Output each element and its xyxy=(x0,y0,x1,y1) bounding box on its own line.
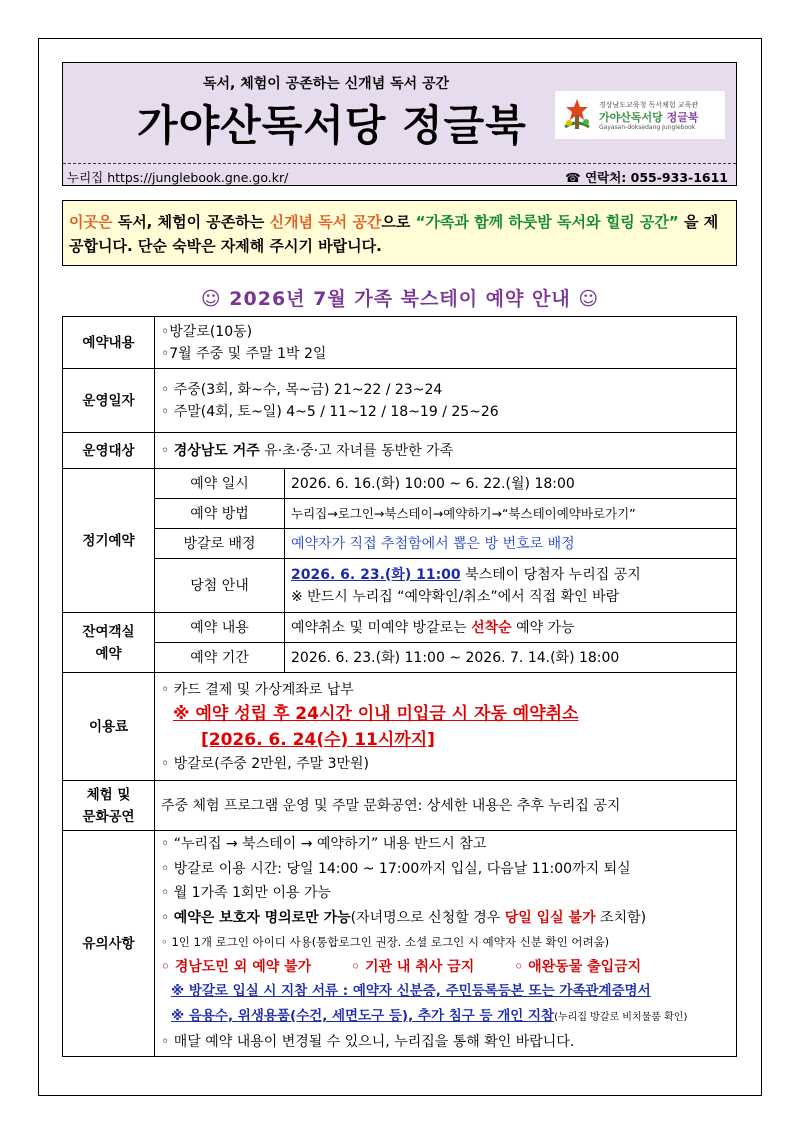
row-label: 유의사항 xyxy=(63,831,155,1057)
row-label: 잔여객실 예약 xyxy=(63,613,155,673)
row-value: 누리집→로그인→북스테이→예약하기→“북스테이예약바로가기” xyxy=(285,499,737,529)
page-title: 가야산독서당 정글북 xyxy=(137,101,527,150)
homepage-url[interactable]: 누리집 https://junglebook.gne.go.kr/ xyxy=(67,170,289,185)
table-row xyxy=(63,369,737,433)
notice-box: 이곳은 독서, 체험이 공존하는 신개념 독서 공간으로 “가족과 함께 하룻밤 독서와 힐링 공간” 을 제공합니다. 단순 숙박은 자제해 주시기 바랍니다. xyxy=(62,200,737,266)
table-row xyxy=(63,559,737,613)
row-value: ◦ 경상남도 거주 유·초·중·고 자녀를 동반한 가족 xyxy=(155,433,737,469)
header-subtitle: 독서, 체험이 공존하는 신개념 독서 공간 xyxy=(203,76,450,92)
row-value: ◦ 카드 결제 및 가상계좌로 납부 ※ 예약 성립 후 24시간 이내 미입금 시 자동 예약취소 [2026. 6. 24(수) 11시까지] ◦ 방갈로(주중 2만원, 주말 3만원) xyxy=(155,673,737,781)
logo-text-1: 경상남도교육청 독서체험 교육관 xyxy=(599,101,699,109)
row-value: ◦방갈로(10동) ◦7월 주중 및 주말 1박 2일 xyxy=(155,317,737,369)
table-row xyxy=(63,613,737,643)
row-value: ◦ 주중(3회, 화~수, 목~금) 21~22 / 23~24 ◦ 주말(4회, 토~일) 4~5 / 11~12 / 18~19 / 25~26 xyxy=(155,369,737,433)
row-sublabel: 예약 방법 xyxy=(155,499,285,529)
table-row xyxy=(63,529,737,559)
row-sublabel: 예약 일시 xyxy=(155,469,285,499)
table-row xyxy=(63,673,737,781)
section-heading: ☺ 2026년 7월 가족 북스테이 예약 안내 ☺ xyxy=(200,288,600,310)
table-row xyxy=(63,469,737,499)
table-row xyxy=(63,831,737,1057)
table-row xyxy=(63,781,737,831)
row-value: 예약자가 직접 추첨함에서 뽑은 방 번호로 배정 xyxy=(285,529,737,559)
table-row xyxy=(63,643,737,673)
row-value: 2026. 6. 23.(화) 11:00 북스테이 당첨자 누리집 공지 ※ 반드시 누리집 “예약확인/취소”에서 직접 확인 바람 xyxy=(285,559,737,613)
contact-number: ☎ 연락처: 055-933-1611 xyxy=(565,170,728,185)
row-sublabel: 당첨 안내 xyxy=(155,559,285,613)
row-sublabel: 예약 기간 xyxy=(155,643,285,673)
row-label: 체험 및 문화공연 xyxy=(63,781,155,831)
row-value: 2026. 6. 16.(화) 10:00 ~ 6. 22.(월) 18:00 xyxy=(285,469,737,499)
logo-tree-icon xyxy=(561,97,593,133)
reservation-info-table xyxy=(62,316,737,1057)
logo-text-3: Gayasan-doksedang Junglebook xyxy=(599,124,696,131)
row-label: 정기예약 xyxy=(63,469,155,613)
junglebook-logo xyxy=(555,91,725,139)
row-value: ◦ “누리집 → 북스테이 → 예약하기” 내용 반드시 참고 ◦ 방갈로 이용 시간: 당일 14:00 ~ 17:00까지 입실, 다음날 11:00까지 퇴실 ◦ 월 1가족 1회만 이용 가능 ◦ 예약은 보호자 명의로만 가능(자녀명으로 신청할 경우 당일 입실 불가 조치함) ◦ 1인 1개 로그인 아이디 사용(통합로그인 권장. 소셜 로그인 시 예약자 신분 확인 어려움) ◦ 경남도민 외 예약 불가 ◦ 기관 내 취사 금지 ◦ 애완동물 출입금지 ※ 방갈로 입실 시 지참 서류 : 예약자 신분증, 주민등록등본 또는 가족관계증명서 ※ 음용수, 위생용품(수건, 세면도구 등), 추가 침구 등 개인 지참(누리집 방갈로 비치물품 확인) ◦ 매달 예약 내용이 변경될 수 있으니, 누리집을 통해 확인 바랍니다. xyxy=(155,831,737,1057)
row-sublabel: 예약 내용 xyxy=(155,613,285,643)
row-label: 이용료 xyxy=(63,673,155,781)
row-label: 예약내용 xyxy=(63,317,155,369)
table-row xyxy=(63,499,737,529)
header-box xyxy=(62,62,737,186)
row-value: 주중 체험 프로그램 운영 및 주말 문화공연: 상세한 내용은 추후 누리집 공지 xyxy=(155,781,737,831)
table-row xyxy=(63,433,737,469)
logo-text-2: 가야산독서당 정글북 xyxy=(599,111,699,124)
row-value: 예약취소 및 미예약 방갈로는 선착순 예약 가능 xyxy=(285,613,737,643)
table-row xyxy=(63,317,737,369)
row-value: 2026. 6. 23.(화) 11:00 ~ 2026. 7. 14.(화) 18:00 xyxy=(285,643,737,673)
header-divider xyxy=(63,163,736,164)
row-label: 운영대상 xyxy=(63,433,155,469)
row-sublabel: 방갈로 배정 xyxy=(155,529,285,559)
row-label: 운영일자 xyxy=(63,369,155,433)
